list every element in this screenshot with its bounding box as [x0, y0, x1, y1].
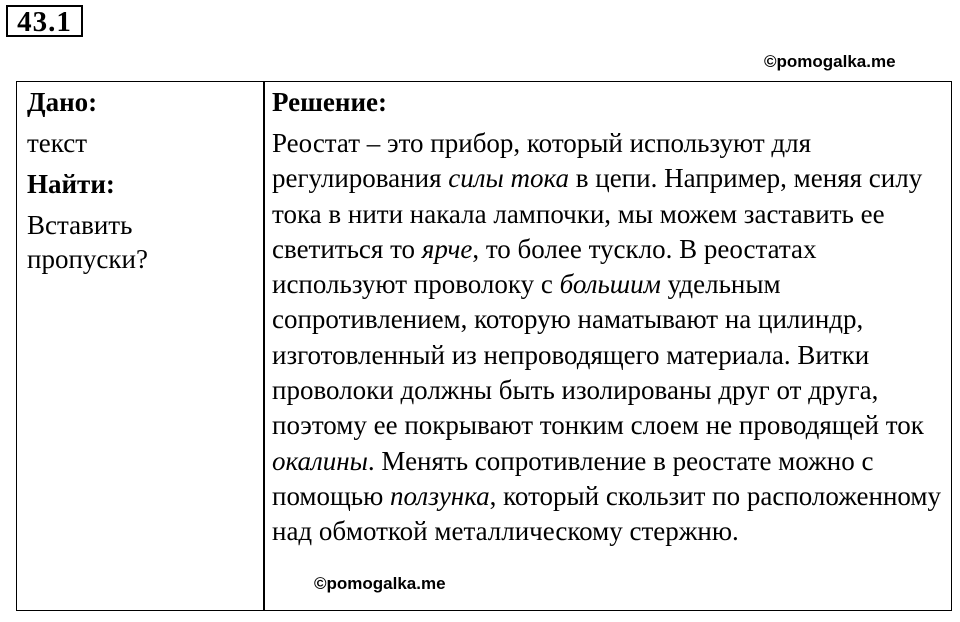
solution-text-segment: . Менять сопротивление в реостате можно с помощью — [272, 445, 874, 511]
solution-text-segment: Реостат – это прибор, который используют для регулирования — [272, 128, 812, 194]
find-heading: Найти: — [27, 169, 115, 199]
given-heading: Дано: — [27, 87, 98, 117]
term-okaliny: окалины — [272, 445, 368, 476]
solution-text-segment: удельным сопротивлением, которую наматывают на цилиндр, изготовленный из непроводящего материала. Витки проволоки должны быть изолированы друг от друга, поэтому ее покрывают тонким слоем не проводящей ток — [272, 269, 924, 441]
term-polzunka: ползунка — [390, 480, 490, 511]
watermark-top: ©pomogalka.me — [764, 52, 896, 71]
given-column — [27, 85, 259, 276]
watermark-bottom: ©pomogalka.me — [314, 574, 446, 593]
given-value: текст — [27, 128, 88, 158]
solution-text-segment: , который скользит по расположенному над обмоткой металлическому стержню. — [272, 480, 941, 547]
find-value-line-2: пропуски? — [27, 244, 148, 274]
solution-text — [272, 126, 947, 550]
solution-text-segment: в цепи. Например, меняя силу тока в нити накала лампочки, мы можем заставить ее светиться то — [272, 163, 923, 264]
problem-number: 43.1 — [6, 5, 83, 37]
term-bolshim: большим — [559, 269, 661, 300]
column-divider — [263, 81, 265, 611]
solution-heading: Решение: — [272, 87, 387, 117]
term-sily-toka: силы тока — [448, 163, 569, 194]
term-yarche: ярче — [421, 233, 473, 264]
find-value-line-1: Вставить — [27, 210, 133, 240]
solution-text-segment: , то более тускло. В реостатах используют проволоку с — [272, 233, 817, 300]
solution-column — [272, 85, 947, 550]
